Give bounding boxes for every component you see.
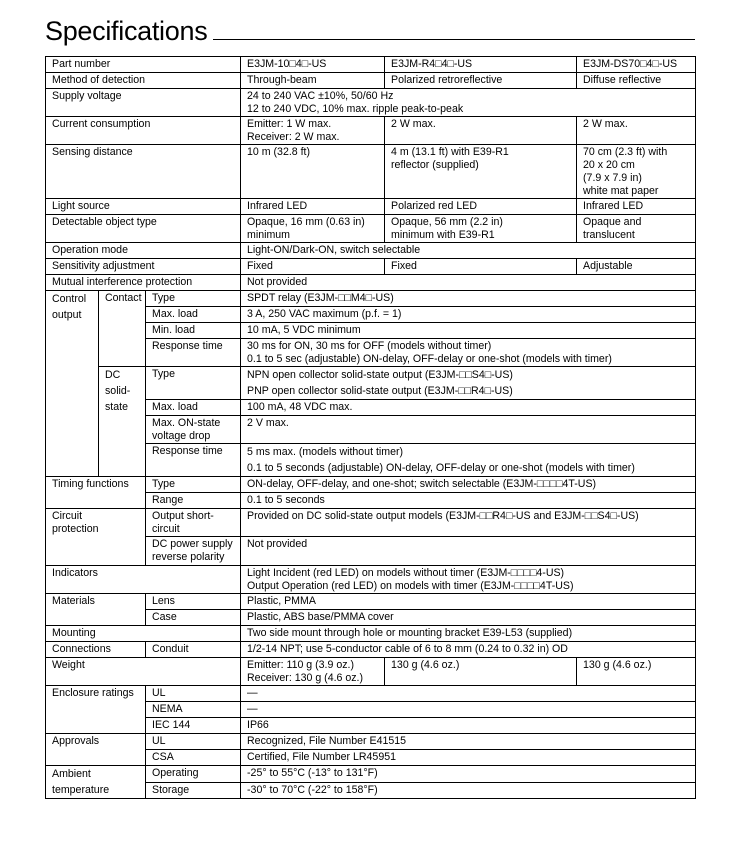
- table-cell: Storage: [146, 782, 241, 799]
- table-cell: IP66: [241, 718, 696, 734]
- table-row: [46, 642, 696, 658]
- table-cell: Output short- circuit: [146, 509, 241, 537]
- table-row: [46, 145, 696, 199]
- table-cell: 1/2-14 NPT; use 5-conductor cable of 6 to 8 mm (0.24 to 0.32 in) OD: [241, 642, 696, 658]
- table-cell: Not provided: [241, 275, 696, 291]
- table-cell: Current consumption: [46, 117, 241, 145]
- table-cell: 130 g (4.6 oz.): [577, 658, 696, 686]
- table-cell: NPN open collector solid-state output (E3JM-□□S4□-US) PNP open collector solid-state output (E3JM-□□R4□-US): [241, 367, 696, 400]
- table-cell: Lens: [146, 594, 241, 610]
- table-cell: 2 W max.: [577, 117, 696, 145]
- table-cell: Light source: [46, 199, 241, 215]
- table-cell: Circuit protection: [46, 509, 146, 566]
- table-row: [46, 89, 696, 117]
- table-cell: Approvals: [46, 734, 146, 766]
- table-cell: Two side mount through hole or mounting bracket E39-L53 (supplied): [241, 626, 696, 642]
- table-cell: 4 m (13.1 ft) with E39-R1 reflector (supplied): [385, 145, 577, 199]
- table-cell: Opaque and translucent: [577, 215, 696, 243]
- table-row: [46, 73, 696, 89]
- table-cell: 10 mA, 5 VDC minimum: [241, 323, 696, 339]
- table-cell: -25° to 55°C (-13° to 131°F): [241, 766, 696, 783]
- table-cell: IEC 144: [146, 718, 241, 734]
- table-cell: 2 V max.: [241, 416, 696, 444]
- table-row: [46, 594, 696, 610]
- table-cell: 3 A, 250 VAC maximum (p.f. = 1): [241, 307, 696, 323]
- table-cell: UL: [146, 686, 241, 702]
- table-cell: —: [241, 702, 696, 718]
- table-cell: E3JM-DS70□4□-US: [577, 57, 696, 73]
- table-row: [46, 686, 696, 702]
- table-cell: 5 ms max. (models without timer) 0.1 to 5 seconds (adjustable) ON-delay, OFF-delay or one-shot (models with timer): [241, 444, 696, 477]
- table-cell: Fixed: [385, 259, 577, 275]
- table-cell: NEMA: [146, 702, 241, 718]
- table-cell: Ambient temperature: [46, 766, 146, 799]
- table-cell: -30° to 70°C (-22° to 158°F): [241, 782, 696, 799]
- table-cell: Connections: [46, 642, 146, 658]
- table-cell: 24 to 240 VAC ±10%, 50/60 Hz 12 to 240 VDC, 10% max. ripple peak-to-peak: [241, 89, 696, 117]
- table-cell: Timing functions: [46, 477, 146, 509]
- table-cell: Response time: [146, 444, 241, 477]
- table-cell: Emitter: 110 g (3.9 oz.) Receiver: 130 g (4.6 oz.): [241, 658, 385, 686]
- table-cell: E3JM-10□4□-US: [241, 57, 385, 73]
- table-cell: ON-delay, OFF-delay, and one-shot; switch selectable (E3JM-□□□□4T-US): [241, 477, 696, 493]
- table-cell: Diffuse reflective: [577, 73, 696, 89]
- table-cell: Sensing distance: [46, 145, 241, 199]
- table-cell: DC power supply reverse polarity: [146, 537, 241, 566]
- table-cell: Method of detection: [46, 73, 241, 89]
- table-row: [46, 766, 696, 783]
- table-row: [46, 259, 696, 275]
- table-cell: SPDT relay (E3JM-□□M4□-US): [241, 291, 696, 307]
- table-cell: Through-beam: [241, 73, 385, 89]
- table-cell: Plastic, ABS base/PMMA cover: [241, 610, 696, 626]
- table-row: [46, 658, 696, 686]
- table-cell: Infrared LED: [577, 199, 696, 215]
- table-row: [46, 291, 696, 307]
- table-row: [46, 509, 696, 537]
- table-row: [46, 199, 696, 215]
- table-cell: CSA: [146, 750, 241, 766]
- table-row: [46, 243, 696, 259]
- specifications-table: [45, 56, 696, 799]
- table-row: [46, 626, 696, 642]
- table-cell: Certified, File Number LR45951: [241, 750, 696, 766]
- table-row: [46, 57, 696, 73]
- table-cell: Opaque, 56 mm (2.2 in) minimum with E39-R1: [385, 215, 577, 243]
- table-cell: Supply voltage: [46, 89, 241, 117]
- table-cell: 0.1 to 5 seconds: [241, 493, 696, 509]
- table-cell: Conduit: [146, 642, 241, 658]
- table-cell: 30 ms for ON, 30 ms for OFF (models without timer) 0.1 to 5 sec (adjustable) ON-delay, OFF-delay or one-shot (models with timer): [241, 339, 696, 367]
- table-cell: Polarized retroreflective: [385, 73, 577, 89]
- table-cell: E3JM-R4□4□-US: [385, 57, 577, 73]
- table-cell: Part number: [46, 57, 241, 73]
- table-cell: DC solid- state: [99, 367, 146, 477]
- table-cell: Min. load: [146, 323, 241, 339]
- table-cell: 2 W max.: [385, 117, 577, 145]
- table-cell: Emitter: 1 W max. Receiver: 2 W max.: [241, 117, 385, 145]
- table-cell: Operating: [146, 766, 241, 783]
- table-cell: Mutual interference protection: [46, 275, 241, 291]
- table-cell: 10 m (32.8 ft): [241, 145, 385, 199]
- table-cell: Max. load: [146, 400, 241, 416]
- table-row: [46, 477, 696, 493]
- table-cell: Adjustable: [577, 259, 696, 275]
- table-cell: Fixed: [241, 259, 385, 275]
- table-cell: Control output: [46, 291, 99, 477]
- table-cell: Polarized red LED: [385, 199, 577, 215]
- table-cell: Not provided: [241, 537, 696, 566]
- table-cell: Mounting: [46, 626, 241, 642]
- table-cell: Indicators: [46, 566, 241, 594]
- table-cell: Type: [146, 291, 241, 307]
- table-row: [46, 367, 696, 400]
- table-row: [46, 734, 696, 750]
- table-cell: Provided on DC solid-state output models (E3JM-□□R4□-US and E3JM-□□S4□-US): [241, 509, 696, 537]
- table-cell: Type: [146, 477, 241, 493]
- page-title: Specifications: [45, 16, 208, 46]
- table-cell: Response time: [146, 339, 241, 367]
- table-row: [46, 215, 696, 243]
- table-cell: Infrared LED: [241, 199, 385, 215]
- table-cell: Max. load: [146, 307, 241, 323]
- table-cell: Type: [146, 367, 241, 400]
- table-cell: —: [241, 686, 696, 702]
- table-cell: Operation mode: [46, 243, 241, 259]
- table-cell: Light Incident (red LED) on models without timer (E3JM-□□□□4-US) Output Operation (red LED) on models with timer (E3JM-□□□□4T-US): [241, 566, 696, 594]
- table-cell: 130 g (4.6 oz.): [385, 658, 577, 686]
- table-cell: 70 cm (2.3 ft) with 20 x 20 cm (7.9 x 7.9 in) white mat paper: [577, 145, 696, 199]
- table-cell: Plastic, PMMA: [241, 594, 696, 610]
- table-cell: Enclosure ratings: [46, 686, 146, 734]
- table-cell: Max. ON-state voltage drop: [146, 416, 241, 444]
- section-header: [45, 12, 695, 46]
- table-row: [46, 566, 696, 594]
- table-cell: Detectable object type: [46, 215, 241, 243]
- table-cell: Opaque, 16 mm (0.63 in) minimum: [241, 215, 385, 243]
- table-cell: Sensitivity adjustment: [46, 259, 241, 275]
- title-rule-divider: [213, 39, 695, 40]
- table-row: [46, 117, 696, 145]
- table-cell: Light-ON/Dark-ON, switch selectable: [241, 243, 696, 259]
- table-cell: Case: [146, 610, 241, 626]
- table-cell: Range: [146, 493, 241, 509]
- table-cell: UL: [146, 734, 241, 750]
- table-cell: 100 mA, 48 VDC max.: [241, 400, 696, 416]
- table-row: [46, 275, 696, 291]
- table-cell: Recognized, File Number E41515: [241, 734, 696, 750]
- table-cell: Materials: [46, 594, 146, 626]
- table-cell: Contact: [99, 291, 146, 367]
- table-cell: Weight: [46, 658, 241, 686]
